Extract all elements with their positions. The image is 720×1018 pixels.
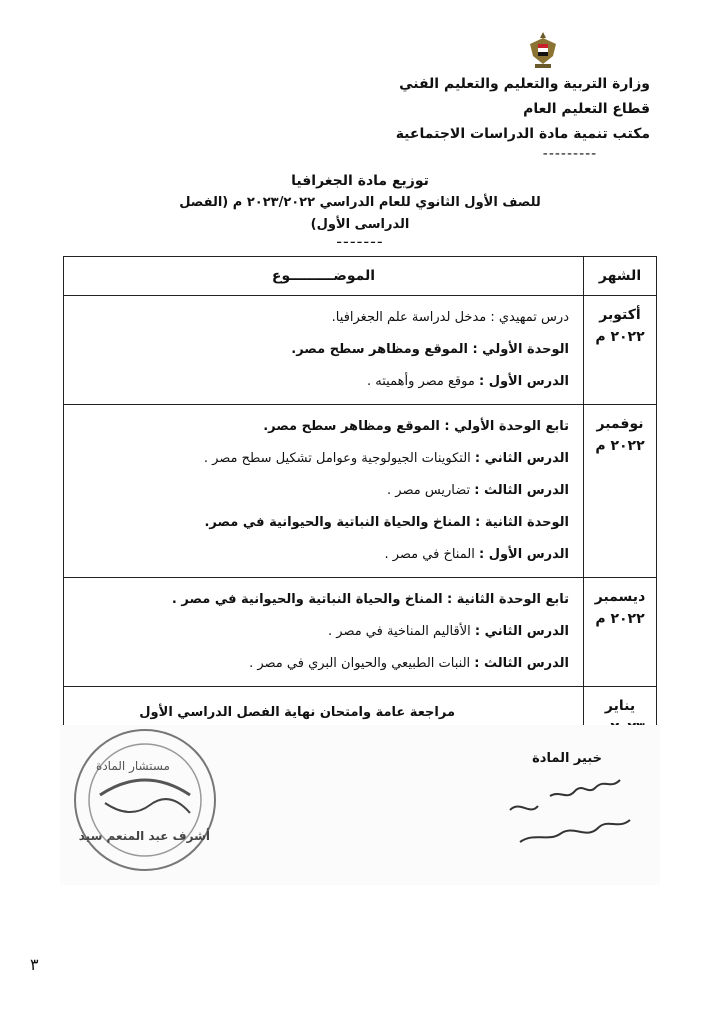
header-topic: الموضـــــــــوع <box>64 257 584 296</box>
page-number: ٣ <box>30 955 39 974</box>
month-name: نوفمبر <box>596 416 644 432</box>
topic-text: النبات الطبيعي والحيوان البري في مصر . <box>249 656 475 671</box>
title-line-2: للصف الأول الثانوي للعام الدراسي ٢٠٢٣/٢٠٢٢ م (الفصل الدراسى الأول) <box>179 195 541 232</box>
handwritten-signature-icon <box>490 770 640 860</box>
topics-cell <box>64 578 584 687</box>
stamp-bottom-text: أشرف عبد المنعم سيد <box>78 829 210 843</box>
lesson-label: الدرس الثالث : <box>474 483 569 498</box>
lesson-label: الدرس الأول : <box>478 374 569 389</box>
sector-name: قطاع التعليم العام <box>523 101 650 117</box>
topic-text: الوحدة الأولي : الموقع ومظاهر سطح مصر. <box>291 342 569 357</box>
lesson-label: الدرس الثالث : <box>474 656 569 671</box>
topic-text: تابع الوحدة الأولي : الموقع ومظاهر سطح مصر. <box>263 419 569 434</box>
topic-line <box>74 648 569 680</box>
month-name: أكتوبر <box>599 307 641 323</box>
distribution-table <box>63 256 657 741</box>
office-name: مكتب تنمية مادة الدراسات الاجتماعية <box>395 126 650 142</box>
topic-line <box>74 411 569 443</box>
stamp-top-text: مستشار المادة <box>96 759 170 773</box>
lesson-label: الدرس الثاني : <box>474 451 569 466</box>
month-year: ٢٠٢٢ م <box>595 611 645 627</box>
month-cell <box>584 405 657 578</box>
topic-line <box>74 334 569 366</box>
topic-line <box>74 366 569 398</box>
ministry-name: وزارة التربية والتعليم والتعليم الفني <box>399 76 650 92</box>
ministry-header <box>396 72 650 161</box>
topic-text: الأقاليم المناخية في مصر . <box>328 624 475 639</box>
expert-label: خبير المادة <box>532 751 602 766</box>
month-year: ٢٠٢٢ م <box>595 329 645 345</box>
topic-line <box>74 475 569 507</box>
header-separator: --------- <box>542 146 598 162</box>
topic-text: التكوينات الجيولوجية وعوامل تشكيل سطح مصر . <box>203 451 475 466</box>
table-row <box>64 405 657 578</box>
month-name: ديسمبر <box>594 589 646 605</box>
topic-line <box>74 584 569 616</box>
signature-area <box>60 725 660 885</box>
topics-cell <box>64 296 584 405</box>
topic-line <box>74 443 569 475</box>
lesson-label: الدرس الأول : <box>478 547 569 562</box>
month-name: يناير <box>604 698 636 714</box>
official-stamp-icon <box>70 725 220 875</box>
topic-text: درس تمهيدي : مدخل لدراسة علم الجغرافيا. <box>331 310 569 325</box>
title-line-1: توزيع مادة الجغرافيا <box>291 173 429 189</box>
header-month: الشهر <box>584 257 657 296</box>
topic-line <box>74 539 569 571</box>
topic-line <box>74 302 569 334</box>
topic-line <box>74 616 569 648</box>
table-row <box>64 296 657 405</box>
topic-text: تابع الوحدة الثانية : المناخ والحياة النباتية والحيوانية في مصر . <box>171 592 569 607</box>
topic-line <box>74 507 569 539</box>
title-separator: ------- <box>336 232 384 251</box>
month-cell <box>584 578 657 687</box>
topic-text: المناخ في مصر . <box>384 547 479 562</box>
topic-text: تضاريس مصر . <box>387 483 475 498</box>
month-cell <box>584 296 657 405</box>
topic-text: موقع مصر وأهميته . <box>367 374 479 389</box>
table-row <box>64 578 657 687</box>
month-year: ٢٠٢٢ م <box>595 438 645 454</box>
eagle-emblem-icon <box>526 30 560 70</box>
lesson-label: الدرس الثاني : <box>474 624 569 639</box>
table-header-row <box>64 257 657 296</box>
final-review-text: مراجعة عامة وامتحان نهاية الفصل الدراسي الأول <box>139 705 455 720</box>
topics-cell <box>64 405 584 578</box>
topic-text: الوحدة الثانية : المناخ والحياة النباتية والحيوانية في مصر. <box>204 515 569 530</box>
document-title <box>150 170 570 251</box>
